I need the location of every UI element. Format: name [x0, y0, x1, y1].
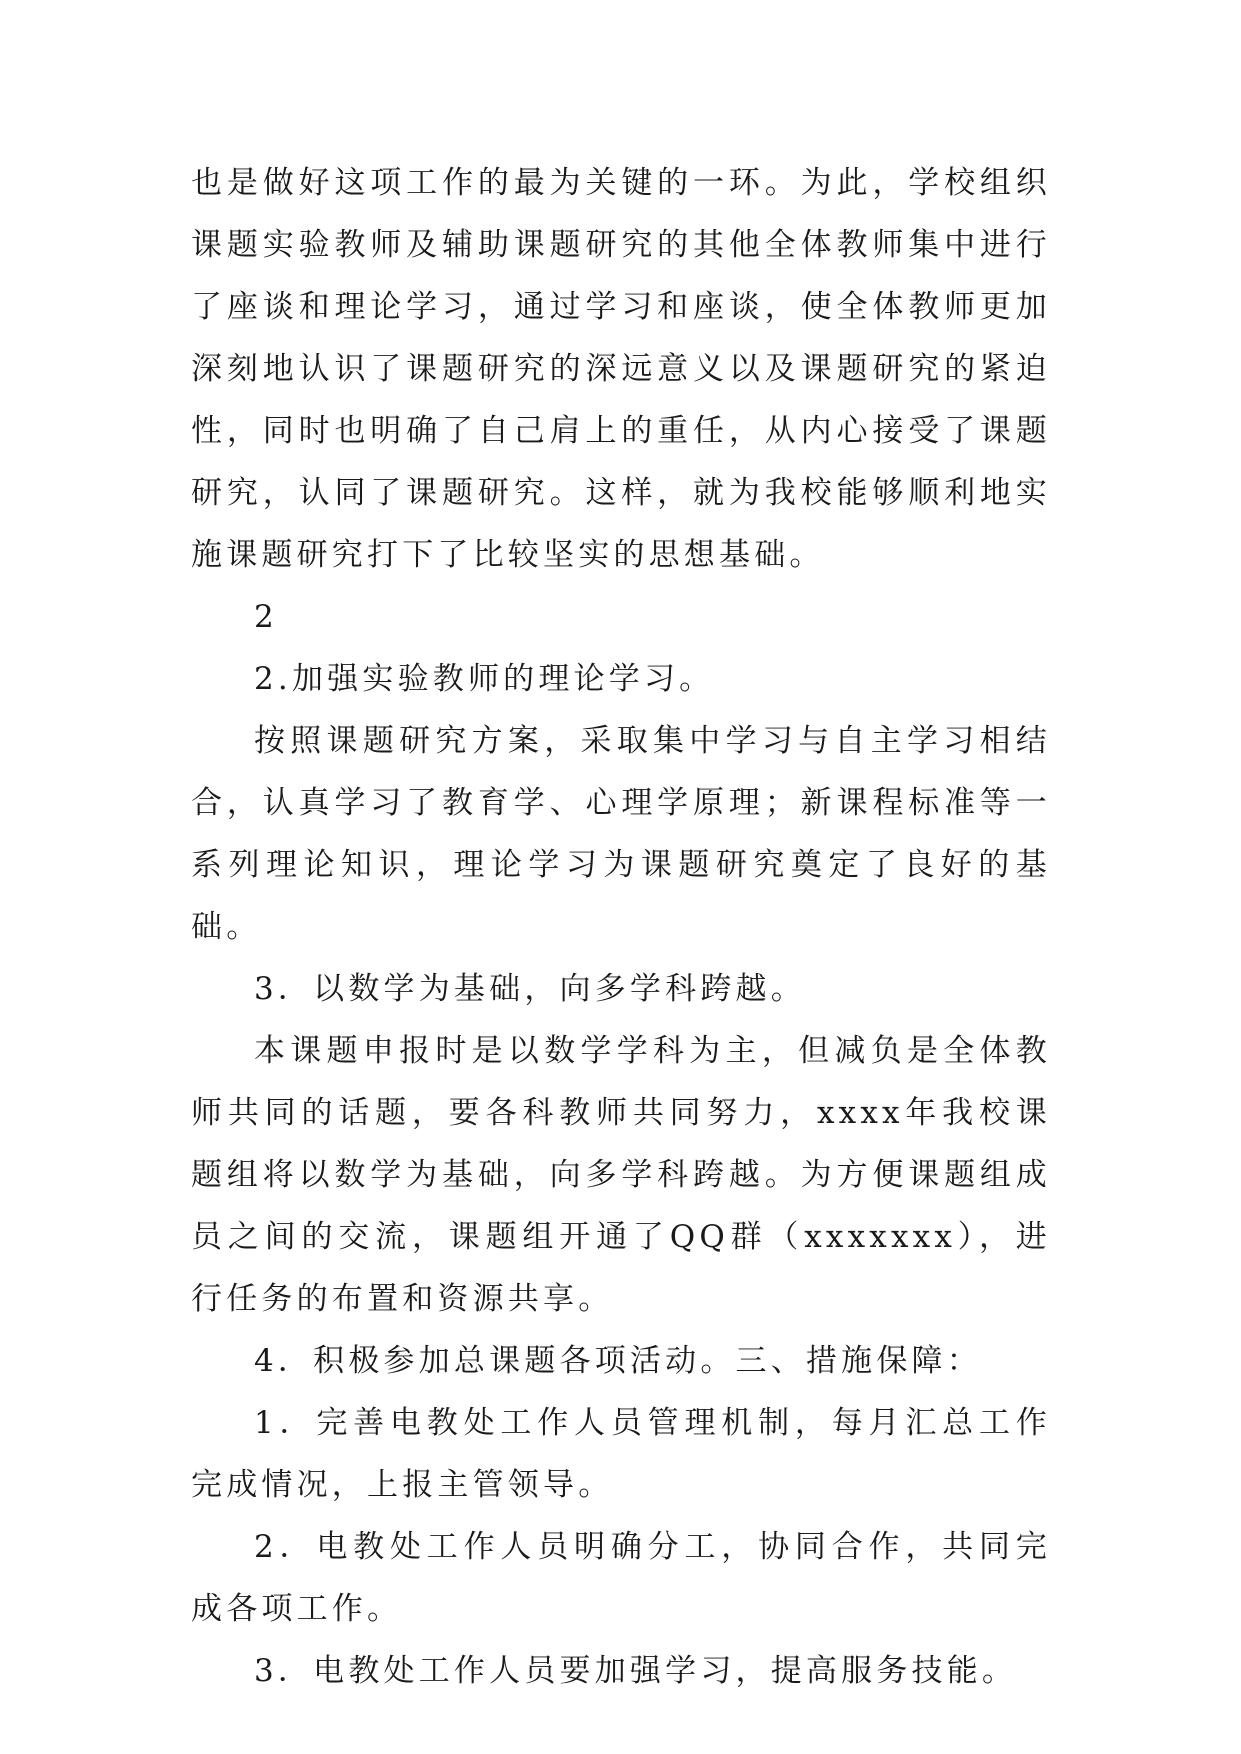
list-item: 3．电教处工作人员要加强学习，提高服务技能。	[254, 1653, 1018, 1689]
section-heading: 3．以数学为基础，向多学科跨越。	[254, 971, 806, 1007]
body-paragraph: 也是做好这项工作的最为关键的一环。为此，学校组织课题实验教师及辅助课题研究的其他全体教师集中进行了座谈和理论学习，通过学习和座谈，使全体教师更加深刻地认识了课题研究的深远意义以及课题研究的紧迫性，同时也明确了自己肩上的重任，从内心接受了课题研究，认同了课题研究。这样，就为我校能够顺利地实施课题研究打下了比较坚实的思想基础。	[191, 165, 1051, 573]
list-item: 2．电教处工作人员明确分工，协同合作，共同完成各项工作。	[191, 1529, 1051, 1627]
section-heading: 4．积极参加总课题各项活动。三、措施保障：	[254, 1343, 982, 1379]
list-item: 1．完善电教处工作人员管理机制，每月汇总工作完成情况，上报主管领导。	[191, 1405, 1051, 1503]
body-paragraph: 本课题申报时是以数学学科为主，但减负是全体教师共同的话题，要各科教师共同努力，xxxx年我校课题组将以数学为基础，向多学科跨越。为方便课题组成员之间的交流，课题组开通了QQ群（xxxxxxx），进行任务的布置和资源共享。	[191, 1033, 1051, 1317]
body-paragraph: 按照课题研究方案，采取集中学习与自主学习相结合，认真学习了教育学、心理学原理；新课程标准等一系列理论知识，理论学习为课题研究奠定了良好的基础。	[191, 723, 1051, 945]
page-number-text: 2	[254, 599, 278, 635]
section-heading: 2.加强实验教师的理论学习。	[254, 661, 715, 697]
document-body	[191, 152, 1051, 1702]
